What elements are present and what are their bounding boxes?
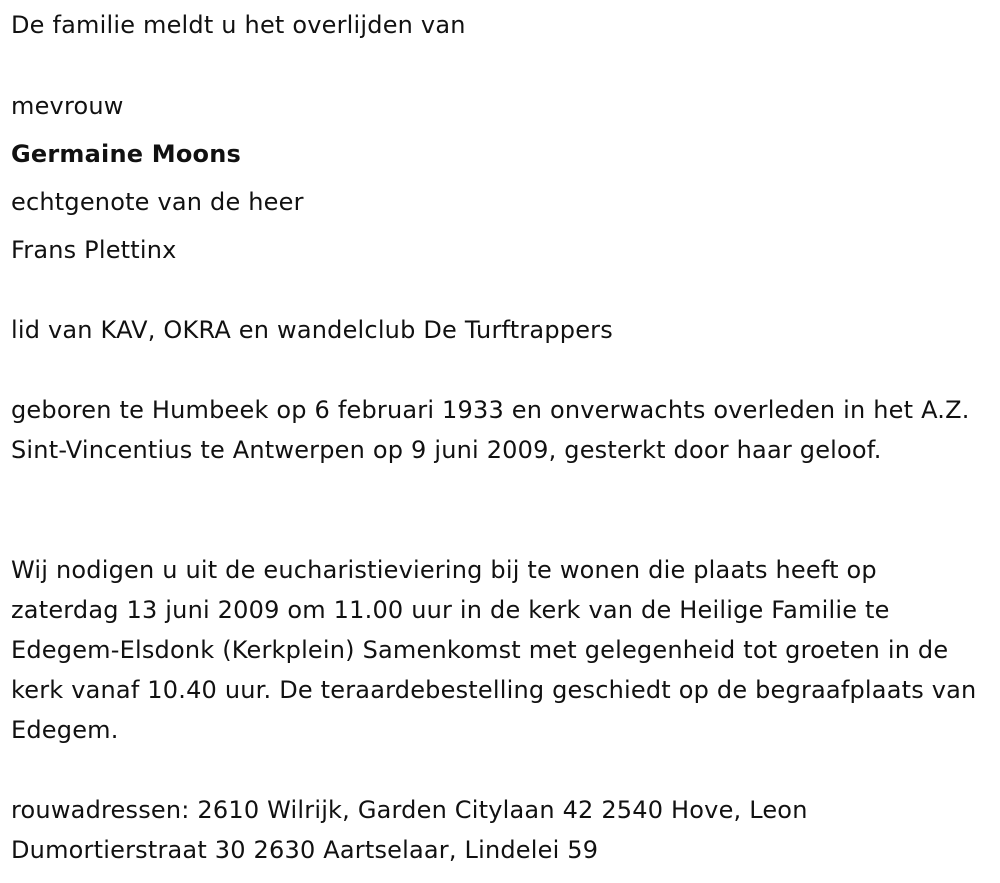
relation-text: echtgenote van de heer bbox=[11, 188, 304, 216]
spouse-name: Frans Plettinx bbox=[11, 236, 177, 264]
deceased-name: Germaine Moons bbox=[11, 140, 241, 168]
birth-death-paragraph: geboren te Humbeek op 6 februari 1933 en onverwachts overleden in het A.Z. Sint-Vincentius te Antwerpen op 9 juni 2009, gesterkt door haar geloof. bbox=[11, 396, 970, 464]
membership-text: lid van KAV, OKRA en wandelclub De Turftrappers bbox=[11, 316, 613, 344]
addresses-paragraph: rouwadressen: 2610 Wilrijk, Garden Citylaan 42 2540 Hove, Leon Dumortierstraat 30 2630 Aartselaar, Lindelei 59 bbox=[11, 796, 808, 864]
service-paragraph: Wij nodigen u uit de eucharistieviering bij te wonen die plaats heeft op zaterdag 13 juni 2009 om 11.00 uur in de kerk van de Heilige Familie te Edegem-Elsdonk (Kerkplein) Samenkomst met gelegenheid tot groeten in de kerk vanaf 10.40 uur. De teraardebestelling geschiedt op de begraafplaats van Edegem. bbox=[11, 556, 977, 744]
intro-text: De familie meldt u het overlijden van bbox=[11, 11, 466, 39]
honorific: mevrouw bbox=[11, 92, 124, 120]
